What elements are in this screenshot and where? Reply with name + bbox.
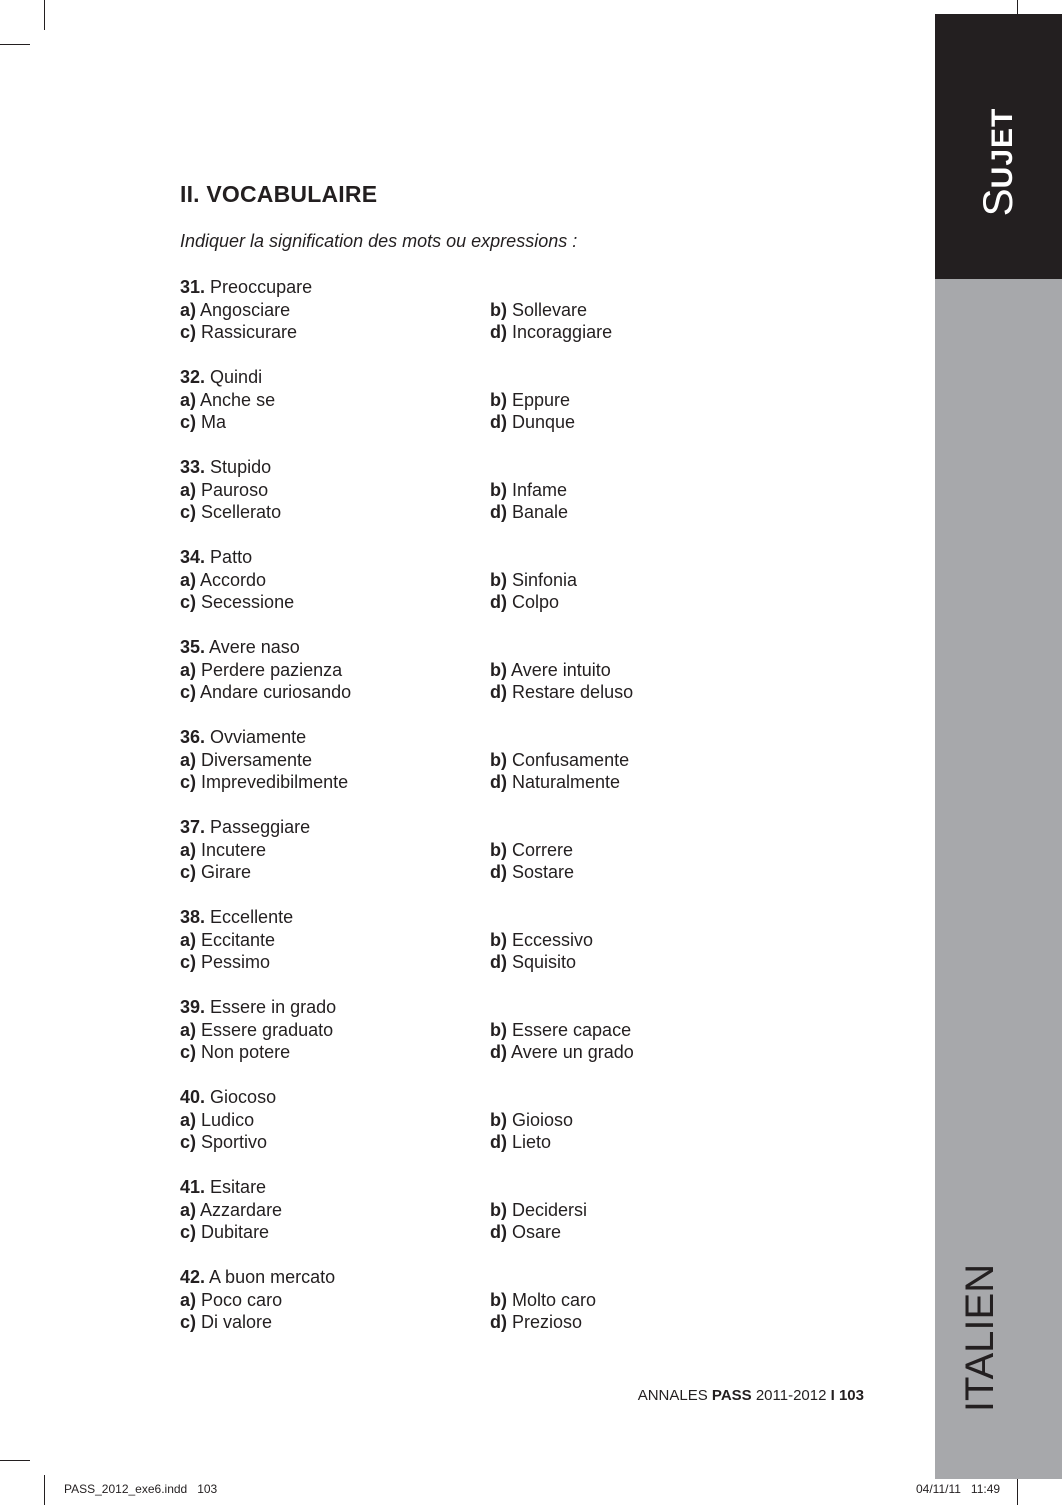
option-b <box>490 749 800 772</box>
option-text: Eppure <box>512 389 571 410</box>
option-row <box>180 681 800 704</box>
option-text: Pessimo <box>201 952 271 973</box>
question-number: 35. <box>180 637 206 657</box>
option-text: Prezioso <box>512 1312 583 1333</box>
question-item <box>180 366 800 456</box>
question-number: 37. <box>180 817 206 837</box>
option-label: d) <box>490 682 507 703</box>
question-item <box>180 1266 800 1356</box>
question-item <box>180 726 800 816</box>
question-number: 31. <box>180 277 206 297</box>
option-a <box>180 1019 490 1042</box>
option-label: b) <box>490 929 507 950</box>
option-label: a) <box>180 839 197 860</box>
option-b <box>490 569 800 592</box>
option-label: a) <box>180 479 197 500</box>
option-label: a) <box>180 1289 197 1310</box>
question-item <box>180 1176 800 1266</box>
question-stem <box>180 816 800 839</box>
option-label: d) <box>490 952 507 973</box>
option-row <box>180 591 800 614</box>
option-text: Andare curiosando <box>200 682 352 703</box>
option-row <box>180 1311 800 1334</box>
option-text: Avere un grado <box>511 1042 634 1063</box>
footer-annales: ANNALES <box>637 1387 708 1404</box>
option-label: d) <box>490 1312 507 1333</box>
option-label: a) <box>180 569 197 590</box>
option-label: a) <box>180 299 197 320</box>
question-text: Passeggiare <box>210 817 311 837</box>
option-text: Ma <box>201 412 227 433</box>
option-c <box>180 951 490 974</box>
option-a <box>180 659 490 682</box>
option-text: Incutere <box>201 839 267 860</box>
option-d <box>490 1311 800 1334</box>
option-label: a) <box>180 1109 197 1130</box>
question-stem <box>180 366 800 389</box>
option-text: Correre <box>512 839 574 860</box>
option-b <box>490 659 800 682</box>
option-text: Essere capace <box>512 1019 632 1040</box>
question-text: Stupido <box>210 457 272 477</box>
option-label: b) <box>490 1019 507 1040</box>
option-a <box>180 839 490 862</box>
option-row <box>180 929 800 952</box>
option-text: Scellerato <box>201 502 282 523</box>
option-label: d) <box>490 412 507 433</box>
option-d <box>490 1131 800 1154</box>
option-c <box>180 1221 490 1244</box>
option-b <box>490 1109 800 1132</box>
option-b <box>490 389 800 412</box>
option-b <box>490 839 800 862</box>
question-stem <box>180 636 800 659</box>
question-number: 34. <box>180 547 206 567</box>
option-row <box>180 861 800 884</box>
option-text: Decidersi <box>512 1199 588 1220</box>
option-a <box>180 929 490 952</box>
question-text: Preoccupare <box>210 277 313 297</box>
option-text: Squisito <box>512 952 577 973</box>
question-number: 42. <box>180 1267 206 1287</box>
page-number: 103 <box>838 1387 864 1404</box>
option-d <box>490 1221 800 1244</box>
question-stem <box>180 546 800 569</box>
option-text: Eccessivo <box>512 929 594 950</box>
option-label: d) <box>490 1222 507 1243</box>
option-label: d) <box>490 322 507 343</box>
side-tab-italien: ITALIEN <box>958 1263 1002 1413</box>
option-c <box>180 681 490 704</box>
question-list <box>180 276 800 1356</box>
question-item <box>180 546 800 636</box>
option-c <box>180 321 490 344</box>
option-d <box>490 771 800 794</box>
option-label: c) <box>180 862 197 883</box>
option-label: a) <box>180 749 197 770</box>
option-d <box>490 951 800 974</box>
option-row <box>180 749 800 772</box>
option-label: a) <box>180 1199 197 1220</box>
option-text: Sostare <box>512 862 575 883</box>
question-stem <box>180 726 800 749</box>
question-stem <box>180 1086 800 1109</box>
option-label: b) <box>490 389 507 410</box>
page-footer <box>638 1387 864 1404</box>
option-label: b) <box>490 1199 507 1220</box>
option-label: b) <box>490 569 507 590</box>
option-label: b) <box>490 839 507 860</box>
question-stem <box>180 456 800 479</box>
option-text: Sportivo <box>201 1132 268 1153</box>
question-text: Eccellente <box>210 907 294 927</box>
option-label: c) <box>180 412 197 433</box>
option-a <box>180 1109 490 1132</box>
question-number: 36. <box>180 727 206 747</box>
slug-datetime: 04/11/11 11:49 <box>916 1482 1001 1496</box>
option-text: Essere graduato <box>201 1019 334 1040</box>
crop-mark <box>44 0 45 30</box>
option-b <box>490 1289 800 1312</box>
option-label: a) <box>180 659 197 680</box>
question-item <box>180 456 800 546</box>
option-a <box>180 749 490 772</box>
option-d <box>490 681 800 704</box>
option-label: b) <box>490 1109 507 1130</box>
question-stem <box>180 996 800 1019</box>
option-row <box>180 1289 800 1312</box>
option-row <box>180 951 800 974</box>
footer-years: 2011-2012 <box>755 1387 827 1404</box>
option-d <box>490 1041 800 1064</box>
option-label: c) <box>180 1312 197 1333</box>
option-label: a) <box>180 929 197 950</box>
option-label: b) <box>490 749 507 770</box>
option-row <box>180 299 800 322</box>
option-label: b) <box>490 1289 507 1310</box>
option-b <box>490 1019 800 1042</box>
option-text: Azzardare <box>200 1199 283 1220</box>
option-row <box>180 1199 800 1222</box>
option-a <box>180 569 490 592</box>
question-number: 38. <box>180 907 206 927</box>
option-text: Perdere pazienza <box>201 659 343 680</box>
option-c <box>180 501 490 524</box>
question-item <box>180 636 800 726</box>
section-title: II. VOCABULAIRE <box>180 181 378 207</box>
option-text: Restare deluso <box>512 682 634 703</box>
option-text: Infame <box>512 479 568 500</box>
question-item <box>180 906 800 996</box>
option-label: c) <box>180 952 197 973</box>
option-text: Naturalmente <box>512 772 621 793</box>
option-row <box>180 659 800 682</box>
option-a <box>180 479 490 502</box>
question-text: Ovviamente <box>210 727 307 747</box>
option-text: Rassicurare <box>201 322 298 343</box>
option-c <box>180 861 490 884</box>
option-label: d) <box>490 502 507 523</box>
question-text: Esitare <box>210 1177 267 1197</box>
option-text: Eccitante <box>201 929 276 950</box>
option-text: Girare <box>201 862 252 883</box>
crop-mark <box>1017 1475 1018 1505</box>
option-row <box>180 569 800 592</box>
option-label: d) <box>490 862 507 883</box>
option-text: Colpo <box>512 592 560 613</box>
option-text: Secessione <box>201 592 295 613</box>
option-label: d) <box>490 592 507 613</box>
option-text: Sinfonia <box>512 569 578 590</box>
option-c <box>180 1131 490 1154</box>
option-c <box>180 1041 490 1064</box>
option-label: c) <box>180 502 197 523</box>
option-text: Gioioso <box>512 1109 574 1130</box>
question-text: Patto <box>210 547 253 567</box>
option-text: Avere intuito <box>511 659 611 680</box>
option-label: c) <box>180 322 197 343</box>
side-tab-sujet: SUJET <box>974 107 1021 217</box>
option-row <box>180 1019 800 1042</box>
option-text: Banale <box>512 502 569 523</box>
option-text: Lieto <box>512 1132 552 1153</box>
footer-separator: I <box>830 1387 835 1404</box>
option-label: c) <box>180 592 197 613</box>
question-text: Essere in grado <box>210 997 337 1017</box>
option-text: Poco caro <box>201 1289 283 1310</box>
question-number: 41. <box>180 1177 206 1197</box>
question-item <box>180 276 800 366</box>
question-item <box>180 996 800 1086</box>
option-text: Anche se <box>200 389 276 410</box>
option-row <box>180 501 800 524</box>
crop-mark <box>44 1475 45 1505</box>
question-text: A buon mercato <box>209 1267 336 1287</box>
option-text: Ludico <box>201 1109 255 1130</box>
option-text: Dunque <box>512 412 576 433</box>
question-item <box>180 816 800 906</box>
option-label: d) <box>490 1132 507 1153</box>
option-label: a) <box>180 389 197 410</box>
option-text: Accordo <box>200 569 267 590</box>
option-label: b) <box>490 659 507 680</box>
option-c <box>180 1311 490 1334</box>
question-text: Avere naso <box>209 637 300 657</box>
option-a <box>180 389 490 412</box>
option-row <box>180 1131 800 1154</box>
option-d <box>490 591 800 614</box>
option-label: c) <box>180 1222 197 1243</box>
option-b <box>490 479 800 502</box>
option-d <box>490 321 800 344</box>
question-item <box>180 1086 800 1176</box>
question-number: 32. <box>180 367 206 387</box>
option-b <box>490 1199 800 1222</box>
question-number: 40. <box>180 1087 206 1107</box>
option-text: Confusamente <box>512 749 630 770</box>
question-stem <box>180 276 800 299</box>
option-text: Diversamente <box>201 749 313 770</box>
option-c <box>180 411 490 434</box>
question-stem <box>180 1266 800 1289</box>
option-row <box>180 1041 800 1064</box>
option-a <box>180 299 490 322</box>
option-d <box>490 411 800 434</box>
option-row <box>180 839 800 862</box>
option-text: Non potere <box>201 1042 291 1063</box>
option-label: b) <box>490 479 507 500</box>
option-row <box>180 1109 800 1132</box>
option-b <box>490 929 800 952</box>
option-a <box>180 1199 490 1222</box>
option-text: Pauroso <box>201 479 269 500</box>
question-stem <box>180 906 800 929</box>
option-d <box>490 861 800 884</box>
option-label: c) <box>180 1132 197 1153</box>
question-number: 33. <box>180 457 206 477</box>
option-label: d) <box>490 772 507 793</box>
option-text: Molto caro <box>512 1289 597 1310</box>
instructions: Indiquer la signification des mots ou expressions : <box>180 231 578 251</box>
question-text: Quindi <box>210 367 263 387</box>
option-label: d) <box>490 1042 507 1063</box>
option-label: b) <box>490 299 507 320</box>
option-text: Incoraggiare <box>512 322 613 343</box>
option-row <box>180 411 800 434</box>
option-text: Angosciare <box>200 299 291 320</box>
option-row <box>180 1221 800 1244</box>
crop-mark <box>0 1460 30 1461</box>
option-d <box>490 501 800 524</box>
question-text: Giocoso <box>210 1087 277 1107</box>
crop-mark <box>0 44 30 45</box>
option-text: Dubitare <box>201 1222 270 1243</box>
question-number: 39. <box>180 997 206 1017</box>
option-text: Di valore <box>201 1312 273 1333</box>
option-text: Osare <box>512 1222 562 1243</box>
option-label: c) <box>180 772 197 793</box>
option-label: c) <box>180 1042 197 1063</box>
question-stem <box>180 1176 800 1199</box>
option-row <box>180 771 800 794</box>
option-b <box>490 299 800 322</box>
option-row <box>180 389 800 412</box>
option-row <box>180 321 800 344</box>
option-text: Sollevare <box>512 299 588 320</box>
option-text: Imprevedibilmente <box>201 772 349 793</box>
slug-filename: PASS_2012_exe6.indd 103 <box>64 1482 218 1496</box>
option-label: a) <box>180 1019 197 1040</box>
option-c <box>180 771 490 794</box>
footer-pass: PASS <box>711 1387 752 1404</box>
option-a <box>180 1289 490 1312</box>
option-c <box>180 591 490 614</box>
option-row <box>180 479 800 502</box>
option-label: c) <box>180 682 197 703</box>
